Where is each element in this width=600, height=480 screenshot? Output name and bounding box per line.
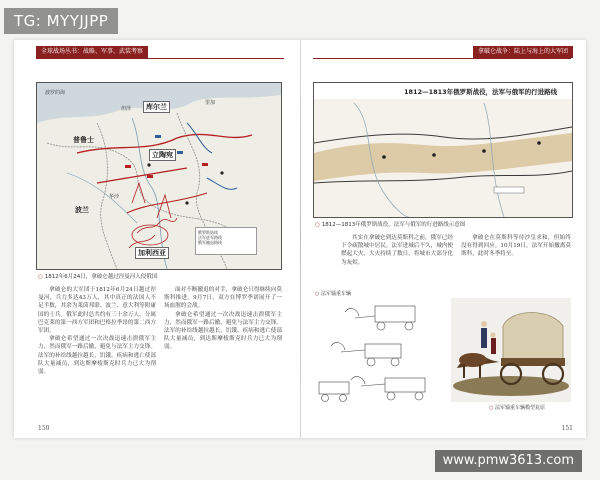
right-map-title: 1812—1813年俄罗斯战役，法军与俄军的行进路线 <box>404 88 558 96</box>
left-body-col-2 <box>164 286 282 426</box>
paragraph: 面对不断撤退的对手，拿破仑只得继续向莫斯科推进。9月7日，双方在博罗季诺展开了一场血腥的会战。 <box>164 287 282 310</box>
right-body-col-2 <box>461 234 571 288</box>
paragraph: 拿破仑希望通过一次决战迅速击溃俄军主力，然而俄军一路后撤，避免与法军主力交锋。法军的补给线越拉越长，饥饿、疾病和逃亡使部队大量减员，到达斯摩棱斯克时兵力已大为削弱。 <box>164 311 282 351</box>
caption-marker-icon: ○ <box>315 291 321 297</box>
paragraph: 拿破仑的大军团于1812年6月24日越过涅曼河，兵力多达43万人，其中真正的法国人不足半数，其余为莱茵邦联、波兰、意大利等附庸国的士兵。俄军此时总共约有三十余万人，分属巴克莱的第一西方军团和巴格拉季昂的第二西方军团。 <box>38 287 156 335</box>
caption-marker-icon: ○ <box>315 222 320 228</box>
caption-marker-icon: ○ <box>38 274 43 280</box>
left-page-number: 150 <box>38 425 50 432</box>
route-map-graphic <box>314 83 572 217</box>
right-running-head: 拿破仑战争：陆上与海上的大军团 <box>473 46 573 58</box>
map-label-poland: 波兰 <box>75 206 89 214</box>
map-label-courland: 库尔兰 <box>143 101 170 113</box>
wagon-model-graphic <box>451 298 571 402</box>
caption-marker-icon: ○ <box>489 405 495 411</box>
right-map-caption-text: 1812—1813年俄罗斯战役，法军与俄军的行进路线示意图 <box>321 222 466 228</box>
left-page <box>14 40 300 438</box>
paragraph: 其实在拿破仑到达莫斯科之前，俄军已经下令疏散城中居民。法军进城后不久，城内便燃起大火，大火持续了数日，将城市大部分化为灰烬。 <box>341 235 453 266</box>
figure-2-title-text: 法军辎重车辆模型复原 <box>494 405 545 411</box>
right-map-caption <box>315 220 465 228</box>
left-head-rule <box>36 58 284 59</box>
watermark-bottom-right: www.pmw3613.com <box>435 450 582 472</box>
paragraph: 拿破仑希望通过一次决战迅速击溃俄军主力，然而俄军一路后撤，避免与法军主力交锋。法军的补给线越拉越长，饥饿、疾病和逃亡使部队大量减员，到达斯摩棱斯克时兵力已大为削弱。 <box>38 336 156 376</box>
right-page <box>301 40 587 438</box>
left-map-caption-text: 1812年6月24日，拿破仑越过涅曼河入侵俄国 <box>44 274 158 280</box>
wagon-model-photo <box>451 298 571 402</box>
right-head-rule <box>313 58 571 59</box>
left-body-col-1 <box>38 286 156 426</box>
figure-1-title <box>315 290 351 297</box>
watermark-top-left: TG: MYYJJPP <box>4 8 118 34</box>
map-label-lithuania: 立陶宛 <box>149 149 176 161</box>
map-label-galicia: 加利西亚 <box>135 247 169 259</box>
map-label-prussia: 普鲁士 <box>73 136 94 144</box>
campaign-map-right <box>313 82 573 218</box>
figure-2-title <box>489 404 545 411</box>
legend-item: 法军进军路线 <box>198 235 222 240</box>
map-label-riga: 里加 <box>205 100 216 106</box>
right-body-col-1 <box>341 234 453 288</box>
left-running-head: 全球战场丛书：战略、军事、武装考察 <box>36 46 148 58</box>
map-label-danzig: 但泽 <box>121 106 132 112</box>
wagon-sketch-figure <box>315 298 443 410</box>
legend-item: 俄罗斯防线 <box>198 230 218 235</box>
wagon-sketch <box>315 298 443 410</box>
campaign-map-left <box>36 82 282 270</box>
paragraph: 拿破仑在莫斯科等待沙皇求和，但始终没有得到回应。10月19日，法军开始撤离莫斯科，此时冬季将至。 <box>461 235 571 258</box>
map-legend <box>195 227 257 255</box>
legend-item: 俄军撤退路线 <box>198 240 222 245</box>
right-page-number: 151 <box>561 425 573 432</box>
map-label-sea: 波罗的海 <box>45 90 66 96</box>
left-map-caption <box>38 272 157 280</box>
figure-1-title-text: 法军辎重车辆 <box>320 291 351 297</box>
book-spread <box>14 40 586 438</box>
map-label-warsaw: 华沙 <box>109 194 120 200</box>
